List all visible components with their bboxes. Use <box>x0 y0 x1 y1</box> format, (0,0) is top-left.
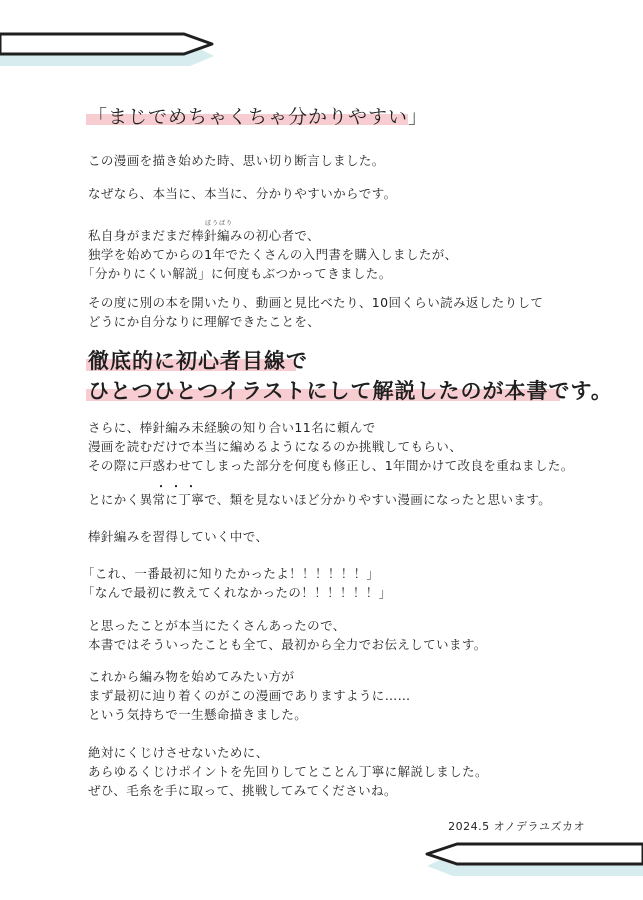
knitting-needle-bottom-icon <box>415 838 643 878</box>
paragraph-line: どうにか自分なりに理解できたことを、 <box>88 314 321 329</box>
paragraph-line: 漫画を読むだけで本当に編めるようになるのか挑戦してもらい、 <box>88 439 463 454</box>
paragraph-line: あらゆるくじけポイントを先回りしてとことん丁寧に解説しました。 <box>88 764 488 779</box>
page-title: 「まじでめちゃくちゃ分かりやすい」 <box>88 106 429 128</box>
signature-date-author: 2024.5 オノデラユズカオ <box>448 820 585 833</box>
paragraph-line: 絶対にくじけさせないために、 <box>88 745 269 760</box>
paragraph-line: 私自身がまだまだ棒針編みの初心者で、 <box>88 228 320 243</box>
paragraph-line: その際に戸惑わせてしまった部分を何度も修正し、1年間かけて改良を重ねました。 <box>88 458 574 473</box>
quote-line: 「なんで最初に教えてくれなかったの！！！！！！」 <box>82 585 392 600</box>
paragraph-line: ぜひ、毛糸を手に取って、挑戦してみてくださいね。 <box>88 783 397 798</box>
paragraph-line: その度に別の本を開いたり、動画と見比べたり、10回くらい読み返したりして <box>88 295 544 310</box>
paragraph-line: という気持ちで一生懸命描きました。 <box>88 707 308 722</box>
paragraph-line: さらに、棒針編み未経験の知り合い11名に頼んで <box>88 420 376 435</box>
paragraph-line: と思ったことが本当にたくさんあったので、 <box>88 618 346 633</box>
emphasis-dots: ・・・ <box>156 482 201 493</box>
knitting-needle-top-icon <box>0 28 225 68</box>
emphasis-line-1: 徹底的に初心者目線で <box>88 349 308 373</box>
furigana: ぼうばり <box>205 220 234 227</box>
paragraph-line: まず最初に辿り着くのがこの漫画でありますように…… <box>88 688 411 703</box>
paragraph-line: 独学を始めてからの1年でたくさんの入門書を購入しましたが、 <box>88 247 458 262</box>
emphasis-line-2: ひとつひとつイラストにして解説したのが本書です。 <box>88 379 613 403</box>
paragraph-line: これから編み物を始めてみたい方が <box>88 669 295 684</box>
paragraph-line: 本書ではそういったことも全て、最初から全力でお伝えしています。 <box>88 637 487 652</box>
quote-line: 「これ、一番最初に知りたかったよ！！！！！！」 <box>82 566 380 581</box>
paragraph-line: この漫画を描き始めた時、思い切り断言しました。 <box>88 153 385 168</box>
paragraph-line: 棒針編みを習得していく中で、 <box>88 529 269 544</box>
paragraph-line: とにかく異常に丁寧で、類を見ないほど分かりやすい漫画になったと思います。 <box>88 492 552 507</box>
paragraph-line: 「分かりにくい解説」に何度もぶつかってきました。 <box>82 266 392 281</box>
paragraph-line: なぜなら、本当に、本当に、分かりやすいからです。 <box>88 186 397 201</box>
